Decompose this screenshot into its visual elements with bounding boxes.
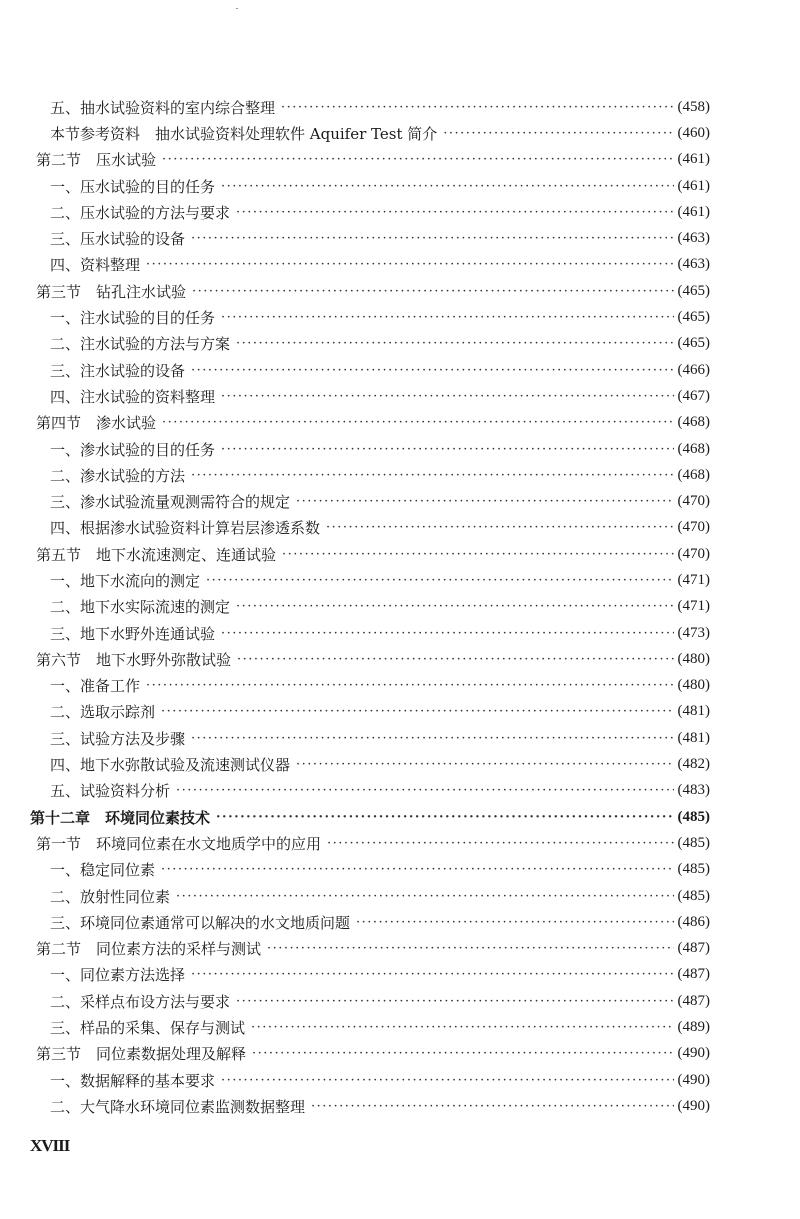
dot-leader	[176, 890, 673, 903]
toc-entry-item	[30, 751, 710, 777]
toc-entry-page: (480)	[677, 677, 710, 694]
toc-entry-page: (485)	[677, 861, 710, 878]
dot-leader	[326, 521, 673, 534]
dot-leader	[221, 390, 673, 403]
toc-entry-page: (471)	[677, 571, 710, 588]
toc-entry-section	[30, 278, 710, 304]
toc-entry-item	[30, 199, 710, 225]
toc-entry-item	[30, 620, 710, 646]
toc-entry-title: 第五节 地下水流速测定、连通试验	[30, 544, 282, 565]
dot-leader	[251, 1021, 673, 1034]
toc-entry-title: 二、放射性同位素	[30, 886, 176, 907]
toc-entry-title: 五、抽水试验资料的室内综合整理	[30, 97, 281, 118]
dot-leader	[356, 916, 673, 929]
toc-entry-title: 一、地下水流向的测定	[30, 570, 206, 591]
toc-entry-page: (470)	[677, 519, 710, 536]
toc-entry-title: 本节参考资料 抽水试验资料处理软件 Aquifer Test 简介	[30, 123, 443, 144]
toc-entry-section	[30, 830, 710, 856]
toc-entry-section	[30, 541, 710, 567]
dot-leader	[221, 443, 673, 456]
dot-leader	[176, 784, 673, 797]
dot-leader	[296, 758, 673, 771]
toc-entry-item	[30, 225, 710, 251]
toc-entry-section	[30, 410, 710, 436]
toc-entry-section	[30, 147, 710, 173]
toc-entry-page: (487)	[677, 966, 710, 983]
dot-leader	[252, 1047, 673, 1060]
toc-entry-page: (483)	[677, 782, 710, 799]
toc-entry-page: (489)	[677, 1019, 710, 1036]
toc-entry-page: (481)	[677, 729, 710, 746]
toc-entry-title: 二、选取示踪剂	[30, 701, 161, 722]
toc-entry-page: (465)	[677, 282, 710, 299]
toc-entry-page: (465)	[677, 335, 710, 352]
toc-entry-page: (485)	[677, 808, 710, 825]
scan-speck	[236, 8, 238, 9]
toc-entry-item	[30, 357, 710, 383]
toc-entry-title: 五、试验资料分析	[30, 780, 176, 801]
dot-leader	[311, 1100, 673, 1113]
dot-leader	[191, 732, 673, 745]
toc-entry-item	[30, 94, 710, 120]
toc-entry-section	[30, 646, 710, 672]
toc-entry-item	[30, 304, 710, 330]
toc-entry-item	[30, 173, 710, 199]
toc-entry-page: (470)	[677, 493, 710, 510]
toc-entry-item	[30, 778, 710, 804]
toc-entry-page: (467)	[677, 387, 710, 404]
toc-entry-item	[30, 909, 710, 935]
toc-entry-page: (463)	[677, 230, 710, 247]
toc-entry-item	[30, 1093, 710, 1119]
toc-entry-item	[30, 383, 710, 409]
toc-entry-item	[30, 567, 710, 593]
toc-entry-title: 第二节 压水试验	[30, 149, 162, 170]
toc-entry-page: (482)	[677, 756, 710, 773]
toc-entry-item	[30, 699, 710, 725]
toc-entry-page: (490)	[677, 1071, 710, 1088]
toc-entry-page: (487)	[677, 992, 710, 1009]
toc-entry-title: 二、采样点布设方法与要求	[30, 991, 236, 1012]
toc-entry-title: 二、渗水试验的方法	[30, 465, 191, 486]
dot-leader	[443, 127, 673, 140]
toc-entry-title: 一、注水试验的目的任务	[30, 307, 221, 328]
toc-entry-title: 一、渗水试验的目的任务	[30, 439, 221, 460]
page-number: XVIII	[30, 1136, 70, 1155]
dot-leader	[191, 968, 673, 981]
toc-entry-item	[30, 515, 710, 541]
toc-entry-title: 第三节 钻孔注水试验	[30, 281, 192, 302]
toc-entry-item	[30, 331, 710, 357]
dot-leader	[237, 653, 673, 666]
toc-entry-page: (461)	[677, 177, 710, 194]
toc-entry-item	[30, 436, 710, 462]
toc-entry-title: 三、试验方法及步骤	[30, 728, 191, 749]
toc-entry-page: (465)	[677, 309, 710, 326]
toc-entry-title: 二、大气降水环境同位素监测数据整理	[30, 1096, 311, 1117]
dot-leader	[236, 337, 673, 350]
toc-entry-page: (461)	[677, 203, 710, 220]
toc-entry-item	[30, 962, 710, 988]
toc-entry-page: (481)	[677, 703, 710, 720]
toc-entry-page: (458)	[677, 98, 710, 115]
dot-leader	[281, 101, 673, 114]
toc-entry-title: 二、压水试验的方法与要求	[30, 202, 236, 223]
toc-entry-item	[30, 252, 710, 278]
dot-leader	[216, 811, 673, 824]
toc-entry-section	[30, 1041, 710, 1067]
dot-leader	[236, 600, 673, 613]
toc-entry-title: 三、注水试验的设备	[30, 360, 191, 381]
toc-entry-page: (480)	[677, 650, 710, 667]
toc-entry-title: 三、渗水试验流量观测需符合的规定	[30, 491, 296, 512]
toc-entry-item	[30, 883, 710, 909]
toc-entry-title: 四、注水试验的资料整理	[30, 386, 221, 407]
toc-entry-title: 四、地下水弥散试验及流速测试仪器	[30, 754, 296, 775]
toc-entry-page: (470)	[677, 545, 710, 562]
dot-leader	[236, 206, 673, 219]
toc-entry-item	[30, 120, 710, 146]
dot-leader	[162, 153, 673, 166]
toc-entry-page: (486)	[677, 913, 710, 930]
dot-leader	[221, 1074, 673, 1087]
toc-entry-page: (468)	[677, 466, 710, 483]
toc-entry-title: 一、压水试验的目的任务	[30, 176, 221, 197]
dot-leader	[236, 995, 673, 1008]
toc-entry-title: 一、稳定同位素	[30, 859, 161, 880]
toc-entry-item	[30, 488, 710, 514]
dot-leader	[221, 311, 673, 324]
toc-entry-title: 一、数据解释的基本要求	[30, 1070, 221, 1091]
toc-entry-title: 三、压水试验的设备	[30, 228, 191, 249]
toc-entry-item	[30, 857, 710, 883]
toc-entry-page: (487)	[677, 940, 710, 957]
toc-entry-item	[30, 462, 710, 488]
toc-entry-page: (485)	[677, 834, 710, 851]
toc-entry-section	[30, 936, 710, 962]
toc-entry-page: (471)	[677, 598, 710, 615]
dot-leader	[191, 364, 673, 377]
dot-leader	[221, 180, 673, 193]
dot-leader	[327, 837, 673, 850]
dot-leader	[267, 942, 673, 955]
toc-entry-page: (490)	[677, 1097, 710, 1114]
dot-leader	[221, 627, 673, 640]
toc-entry-page: (461)	[677, 151, 710, 168]
toc-entry-item	[30, 673, 710, 699]
dot-leader	[161, 863, 673, 876]
toc-entry-page: (485)	[677, 887, 710, 904]
toc-entry-title: 四、资料整理	[30, 254, 146, 275]
dot-leader	[206, 574, 673, 587]
dot-leader	[162, 416, 673, 429]
table-of-contents	[30, 94, 710, 1120]
toc-entry-title: 三、环境同位素通常可以解决的水文地质问题	[30, 912, 356, 933]
toc-entry-title: 二、地下水实际流速的测定	[30, 596, 236, 617]
toc-entry-item	[30, 594, 710, 620]
dot-leader	[161, 705, 673, 718]
toc-entry-chapter	[30, 804, 710, 830]
dot-leader	[282, 548, 673, 561]
toc-entry-item	[30, 1014, 710, 1040]
toc-entry-title: 第四节 渗水试验	[30, 412, 162, 433]
toc-entry-page: (466)	[677, 361, 710, 378]
dot-leader	[192, 285, 673, 298]
toc-entry-page: (490)	[677, 1045, 710, 1062]
toc-entry-title: 第六节 地下水野外弥散试验	[30, 649, 237, 670]
dot-leader	[191, 469, 673, 482]
toc-entry-title: 二、注水试验的方法与方案	[30, 333, 236, 354]
toc-entry-item	[30, 725, 710, 751]
dot-leader	[146, 258, 673, 271]
toc-entry-title: 一、同位素方法选择	[30, 964, 191, 985]
toc-entry-page: (473)	[677, 624, 710, 641]
dot-leader	[191, 232, 673, 245]
toc-entry-title: 三、样品的采集、保存与测试	[30, 1017, 251, 1038]
toc-entry-title: 四、根据渗水试验资料计算岩层渗透系数	[30, 517, 326, 538]
toc-entry-item	[30, 988, 710, 1014]
toc-entry-title: 第一节 环境同位素在水文地质学中的应用	[30, 833, 327, 854]
dot-leader	[146, 679, 673, 692]
toc-entry-page: (468)	[677, 414, 710, 431]
toc-entry-title: 第二节 同位素方法的采样与测试	[30, 938, 267, 959]
toc-entry-title: 一、准备工作	[30, 675, 146, 696]
toc-entry-title: 第三节 同位素数据处理及解释	[30, 1043, 252, 1064]
toc-entry-page: (460)	[677, 124, 710, 141]
toc-entry-title: 三、地下水野外连通试验	[30, 623, 221, 644]
toc-entry-page: (468)	[677, 440, 710, 457]
toc-entry-page: (463)	[677, 256, 710, 273]
toc-entry-item	[30, 1067, 710, 1093]
dot-leader	[296, 495, 673, 508]
toc-entry-title: 第十二章 环境同位素技术	[30, 807, 216, 828]
